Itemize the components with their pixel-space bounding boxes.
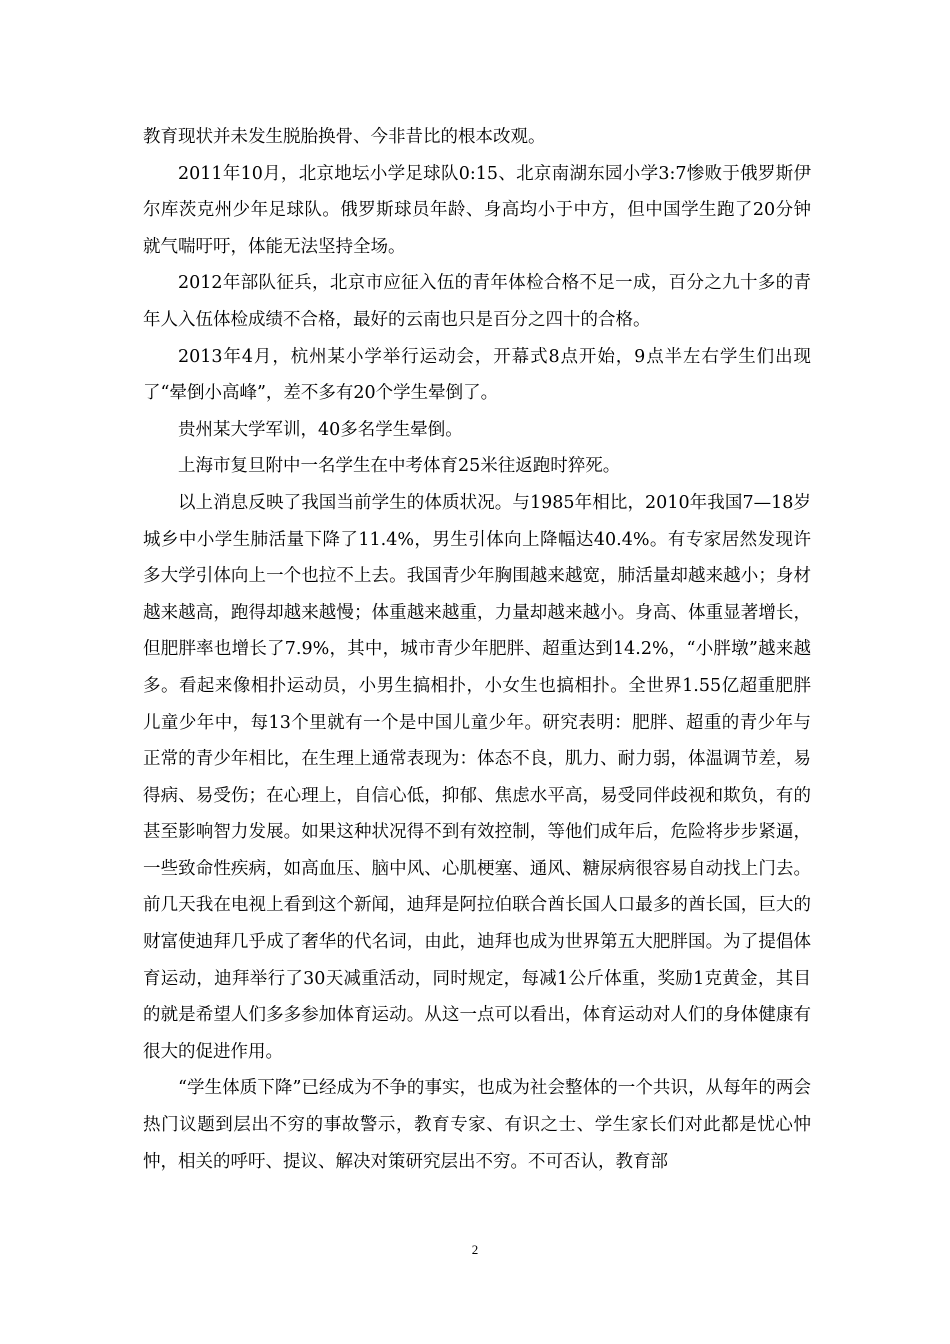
paragraph-3: 2012年部队征兵，北京市应征入伍的青年体检合格不足一成，百分之九十多的青年人入伍体检成绩不合格，最好的云南也只是百分之四十的合格。 — [143, 273, 811, 330]
paragraph-6: 上海市复旦附中一名学生在中考体育25米往返跑时猝死。 — [178, 456, 621, 477]
paragraph-4: 2013年4月，杭州某小学举行运动会，开幕式8点开始，9点半左右学生们出现了“晕倒小高峰”，差不多有20个学生晕倒了。 — [143, 346, 811, 404]
paragraph-5: 贵州某大学军训，40多名学生晕倒。 — [178, 419, 463, 440]
paragraph-2: 2011年10月，北京地坛小学足球队0:15、北京南湖东园小学3:7惨败于俄罗斯伊尔库茨克州少年足球队。俄罗斯球员年龄、身高均小于中方，但中国学生跑了20分钟就气喘吁吁，体能无法坚持全场。 — [143, 163, 811, 257]
page-number: 2 — [471, 1242, 479, 1257]
document-body — [143, 119, 811, 1180]
paragraph-1: 教育现状并未发生脱胎换骨、今非昔比的根本改观。 — [143, 127, 546, 147]
paragraph-8: “学生体质下降”已经成为不争的事实，也成为社会整体的一个共识，从每年的两会热门议题到层出不穷的事故警示，教育专家、有识之士、学生家长们对此都是忧心忡忡，相关的呼吁、提议、解决对策研究层出不穷。不可否认，教育部 — [143, 1078, 811, 1172]
paragraph-7: 以上消息反映了我国当前学生的体质状况。与1985年相比，2010年我国7—18岁城乡中小学生肺活量下降了11.4%，男生引体向上降幅达40.4%。有专家居然发现许多大学引体向上一个也拉不上去。我国青少年胸围越来越宽，肺活量却越来越小；身材越来越高，跑得却越来越慢；体重越来越重，力量却越来越小。身高、体重显著增长，但肥胖率也增长了7.9%，其中，城市青少年肥胖、超重达到14.2%，“小胖墩”越来越多。看起来像相扑运动员，小男生搞相扑，小女生也搞相扑。全世界1.55亿超重肥胖儿童少年中，每13个里就有一个是中国儿童少年。研究表明：肥胖、超重的青少年与正常的青少年相比，在生理上通常表现为：体态不良，肌力、耐力弱，体温调节差，易得病、易受伤；在心理上，自信心低，抑郁、焦虑水平高，易受同伴歧视和欺负，有的甚至影响智力发展。如果这种状况得不到有效控制，等他们成年后，危险将步步紧逼，一些致命性疾病，如高血压、脑中风、心肌梗塞、通风、糖尿病很容易自动找上门去。前几天我在电视上看到这个新闻，迪拜是阿拉伯联合酋长国人口最多的酋长国，巨大的财富使迪拜几乎成了奢华的代名词，由此，迪拜也成为世界第五大肥胖国。为了提倡体育运动，迪拜举行了30天减重活动，同时规定，每减1公斤体重，奖励1克黄金，其目的就是希望人们多多参加体育运动。从这一点可以看出，体育运动对人们的身体健康有很大的促进作用。 — [143, 492, 811, 1062]
